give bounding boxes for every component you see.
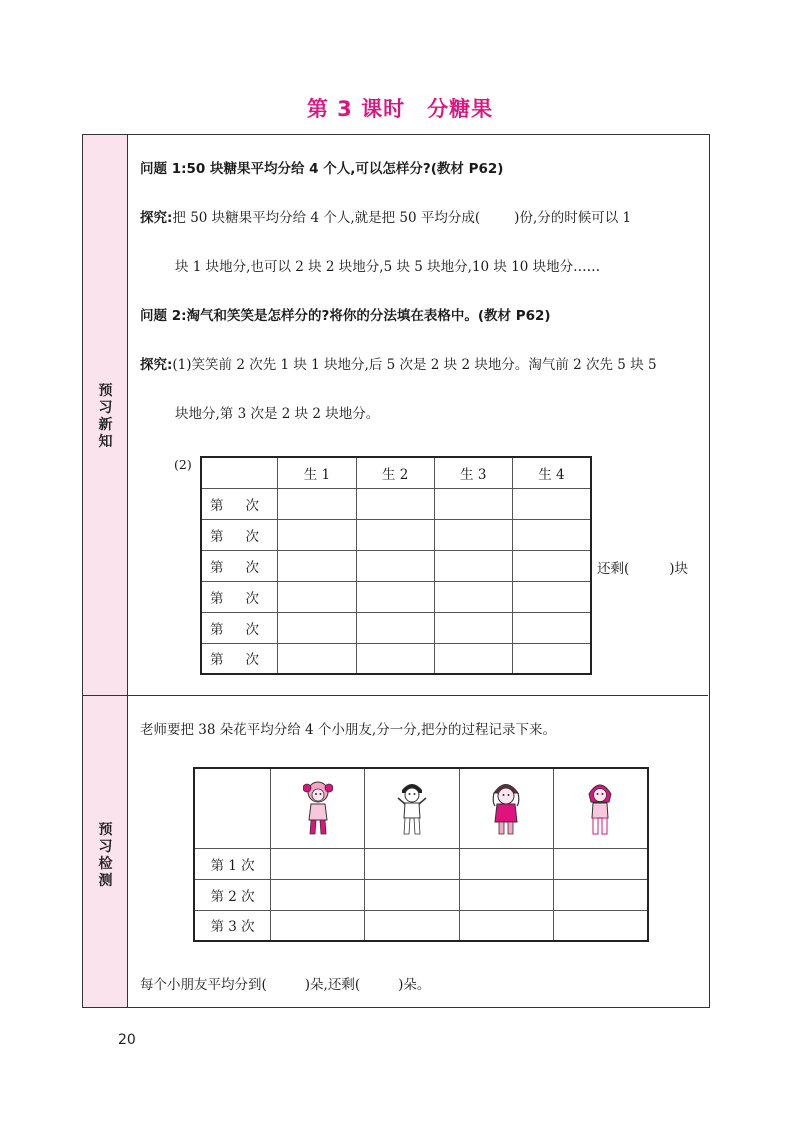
table-cell[interactable] bbox=[512, 581, 591, 612]
table-cell[interactable] bbox=[434, 643, 512, 674]
table-cell[interactable] bbox=[271, 879, 365, 910]
part-2-label: (2) bbox=[174, 457, 192, 472]
table-cell[interactable] bbox=[356, 643, 434, 674]
table-cell[interactable] bbox=[365, 879, 459, 910]
table-row bbox=[201, 581, 591, 612]
explore-2-line-a: 探究:(1)笑笑前 2 次先 1 块 1 块地分,后 5 次是 2 块 2 块地分。淘气前 2 次先 5 块 5 bbox=[140, 357, 657, 373]
check-summary: 每个小朋友平均分到( )朵,还剩( )朵。 bbox=[140, 977, 431, 993]
explore-1-line-b: 块 1 块地分,也可以 2 块 2 块地分,5 块 5 块地分,10 块 10 块地分…… bbox=[175, 259, 601, 275]
lesson-number: 第 3 课时 bbox=[306, 97, 406, 121]
remain-text: 还剩( )块 bbox=[597, 561, 689, 577]
page-title bbox=[0, 93, 800, 123]
table-header-row bbox=[201, 457, 591, 488]
row-label: 第 次 bbox=[201, 612, 278, 643]
girl-pigtails-icon bbox=[303, 778, 333, 838]
question-2: 问题 2:淘气和笑笑是怎样分的?将你的分法填在表格中。(教材 P62) bbox=[140, 308, 551, 324]
table-cell[interactable] bbox=[356, 612, 434, 643]
explore-label: 探究: bbox=[140, 210, 173, 226]
table-row bbox=[201, 550, 591, 581]
table-cell[interactable] bbox=[365, 910, 459, 941]
explore-1-line-a: 探究:把 50 块糖果平均分给 4 个人,就是把 50 平均分成( )份,分的时候可以 1 bbox=[140, 210, 632, 226]
sidebar-check bbox=[83, 696, 128, 1007]
page-number: 20 bbox=[118, 1032, 136, 1048]
table-header-cell: 生 3 bbox=[434, 457, 512, 488]
table-cell[interactable] bbox=[459, 879, 553, 910]
row-label: 第 次 bbox=[201, 581, 278, 612]
table-cell[interactable] bbox=[356, 519, 434, 550]
sidebar-preview bbox=[83, 135, 128, 695]
table-cell[interactable] bbox=[459, 848, 553, 879]
girl-pink-hair-icon bbox=[585, 778, 615, 838]
row-label: 第 3 次 bbox=[194, 910, 271, 941]
table-row bbox=[201, 519, 591, 550]
table-cell[interactable] bbox=[512, 643, 591, 674]
table-row bbox=[194, 848, 648, 879]
table-row bbox=[201, 488, 591, 519]
table-row bbox=[201, 643, 591, 674]
kid-1-cell bbox=[271, 768, 365, 848]
table-cell[interactable] bbox=[512, 488, 591, 519]
section-divider bbox=[83, 695, 708, 696]
lesson-topic: 分糖果 bbox=[427, 97, 494, 121]
kid-2-cell bbox=[365, 768, 459, 848]
table-cell[interactable] bbox=[434, 612, 512, 643]
row-label: 第 1 次 bbox=[194, 848, 271, 879]
table-cell[interactable] bbox=[434, 488, 512, 519]
table-cell[interactable] bbox=[278, 550, 356, 581]
row-label: 第 次 bbox=[201, 519, 278, 550]
table-header-cell: 生 4 bbox=[512, 457, 591, 488]
sidebar-check-label: 预 习 检 测 bbox=[98, 822, 113, 889]
table-cell[interactable] bbox=[356, 550, 434, 581]
table-cell[interactable] bbox=[434, 581, 512, 612]
flowers-table bbox=[193, 767, 649, 942]
row-label: 第 次 bbox=[201, 488, 278, 519]
row-label: 第 2 次 bbox=[194, 879, 271, 910]
table-cell[interactable] bbox=[365, 848, 459, 879]
table-cell[interactable] bbox=[278, 612, 356, 643]
candy-table bbox=[200, 456, 592, 675]
table-cell[interactable] bbox=[434, 519, 512, 550]
table-cell[interactable] bbox=[278, 488, 356, 519]
row-label: 第 次 bbox=[201, 550, 278, 581]
table-cell[interactable] bbox=[356, 488, 434, 519]
table-cell[interactable] bbox=[553, 879, 648, 910]
table-row bbox=[201, 612, 591, 643]
table-cell[interactable] bbox=[271, 910, 365, 941]
question-1: 问题 1:50 块糖果平均分给 4 个人,可以怎样分?(教材 P62) bbox=[140, 161, 504, 177]
table-header-cell bbox=[194, 768, 271, 848]
table-header-cell: 生 2 bbox=[356, 457, 434, 488]
table-cell[interactable] bbox=[512, 550, 591, 581]
kid-4-cell bbox=[553, 768, 648, 848]
explore-label: 探究: bbox=[140, 357, 173, 373]
table-row bbox=[194, 910, 648, 941]
table-cell[interactable] bbox=[512, 612, 591, 643]
table-header-cell bbox=[201, 457, 278, 488]
table-row bbox=[194, 879, 648, 910]
kid-3-cell bbox=[459, 768, 553, 848]
table-cell[interactable] bbox=[271, 848, 365, 879]
table-cell[interactable] bbox=[434, 550, 512, 581]
table-cell[interactable] bbox=[356, 581, 434, 612]
table-cell[interactable] bbox=[278, 581, 356, 612]
girl-hat-icon bbox=[489, 778, 523, 838]
check-intro: 老师要把 38 朵花平均分给 4 个小朋友,分一分,把分的过程记录下来。 bbox=[140, 722, 557, 738]
table-cell[interactable] bbox=[278, 519, 356, 550]
explore-2-line-b: 块地分,第 3 次是 2 块 2 块地分。 bbox=[175, 406, 380, 422]
table-cell[interactable] bbox=[553, 848, 648, 879]
kids-header-row bbox=[194, 768, 648, 848]
table-cell[interactable] bbox=[512, 519, 591, 550]
table-cell[interactable] bbox=[278, 643, 356, 674]
table-cell[interactable] bbox=[459, 910, 553, 941]
row-label: 第 次 bbox=[201, 643, 278, 674]
table-header-cell: 生 1 bbox=[278, 457, 356, 488]
boy-waving-icon bbox=[395, 778, 429, 838]
table-cell[interactable] bbox=[553, 910, 648, 941]
worksheet-frame bbox=[82, 134, 710, 1008]
sidebar-preview-label: 预 习 新 知 bbox=[98, 383, 113, 450]
